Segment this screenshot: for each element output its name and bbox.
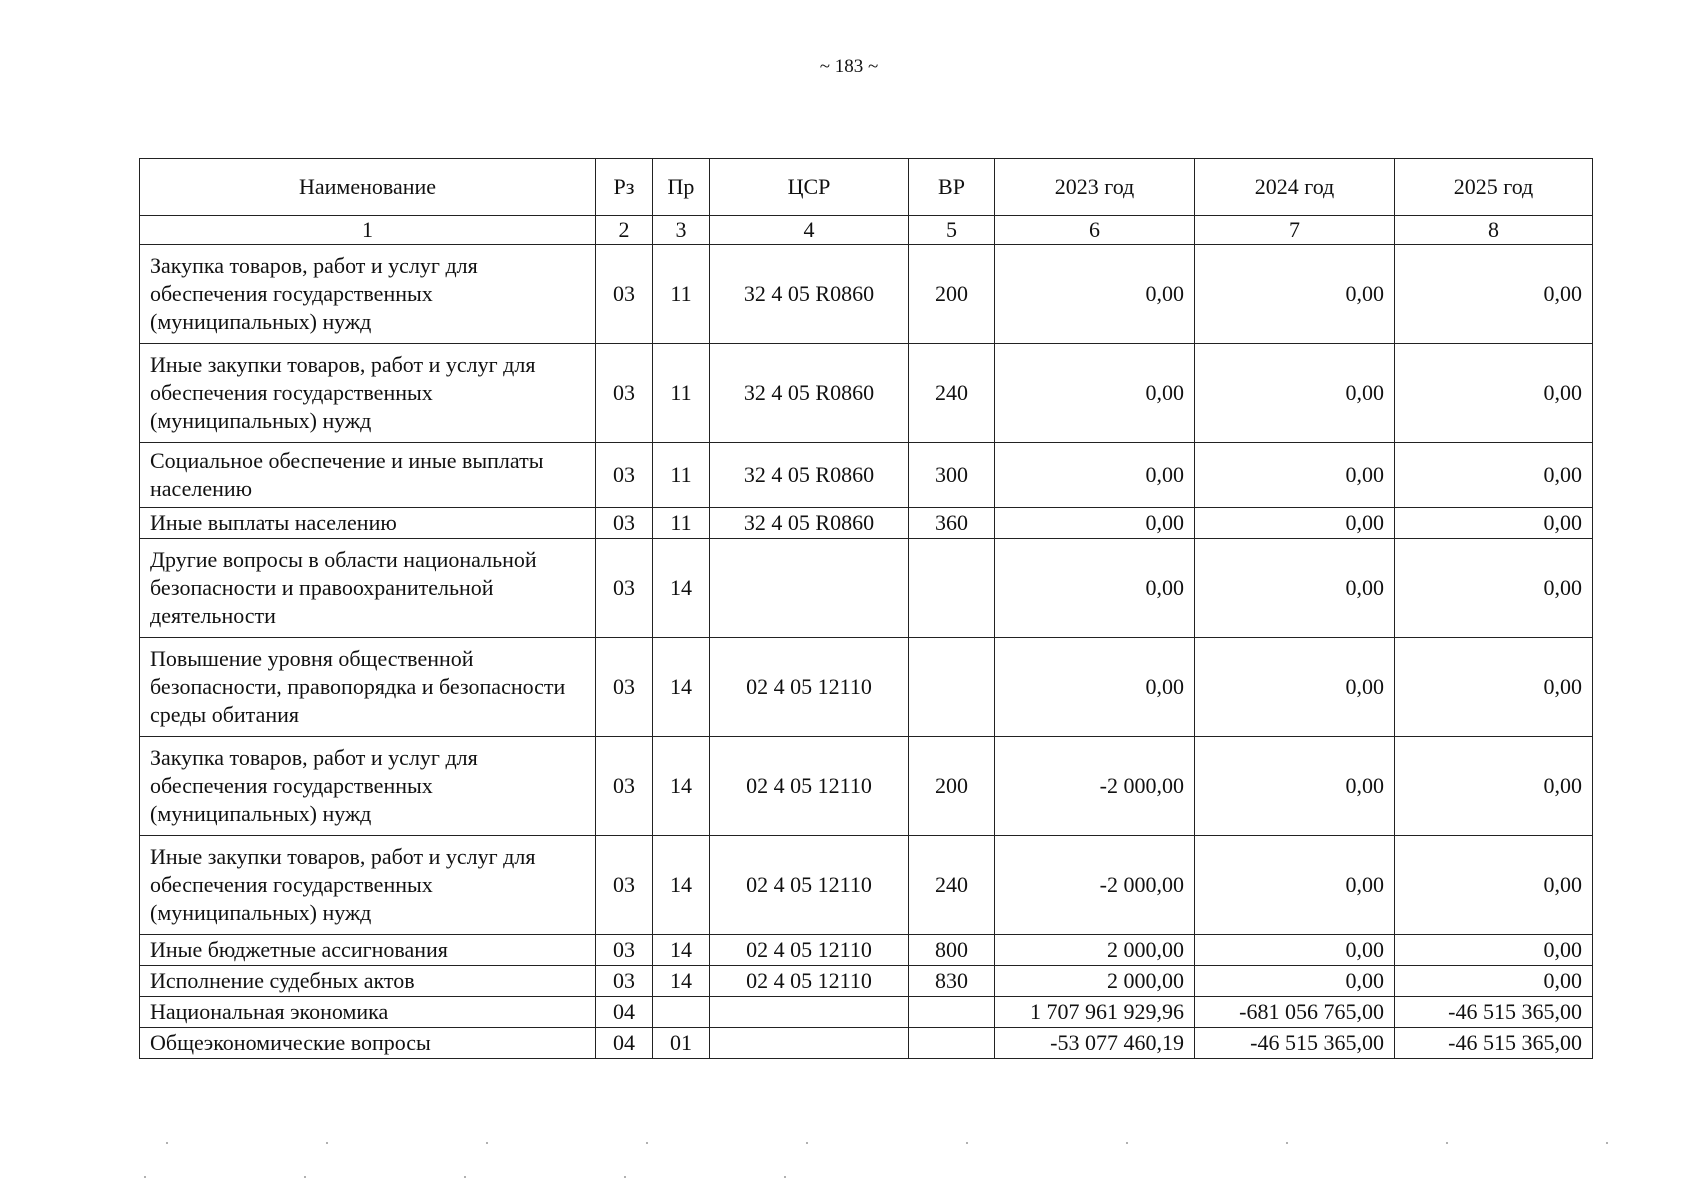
cell-csr: 32 4 05 R0860	[710, 508, 909, 539]
cell-2025: -46 515 365,00	[1395, 1028, 1593, 1059]
cell-2024: 0,00	[1195, 245, 1395, 344]
cell-2023: 0,00	[995, 344, 1195, 443]
cell-2025: 0,00	[1395, 245, 1593, 344]
cell-name: Социальное обеспечение и иные выплаты населению	[140, 443, 596, 508]
cell-2023: 0,00	[995, 245, 1195, 344]
cell-2023: -53 077 460,19	[995, 1028, 1195, 1059]
cell-rz: 04	[596, 1028, 653, 1059]
page-number: ~ 183 ~	[819, 56, 879, 77]
cell-pr: 14	[653, 836, 710, 935]
cell-2023: 2 000,00	[995, 935, 1195, 966]
cell-pr: 14	[653, 935, 710, 966]
cell-rz: 03	[596, 638, 653, 737]
cell-csr: 02 4 05 12110	[710, 935, 909, 966]
cell-2025: 0,00	[1395, 539, 1593, 638]
cell-csr: 32 4 05 R0860	[710, 344, 909, 443]
cell-csr: 32 4 05 R0860	[710, 245, 909, 344]
cell-2024: -46 515 365,00	[1195, 1028, 1395, 1059]
cell-2025: -46 515 365,00	[1395, 997, 1593, 1028]
cell-2025: 0,00	[1395, 966, 1593, 997]
cell-2023: 0,00	[995, 539, 1195, 638]
cell-pr: 11	[653, 245, 710, 344]
cell-2024: 0,00	[1195, 344, 1395, 443]
cell-rz: 03	[596, 836, 653, 935]
cell-name: Исполнение судебных актов	[140, 966, 596, 997]
cell-csr: 02 4 05 12110	[710, 737, 909, 836]
cell-name: Иные выплаты населению	[140, 508, 596, 539]
cell-2023: 2 000,00	[995, 966, 1195, 997]
cell-pr: 14	[653, 737, 710, 836]
column-number: 4	[710, 216, 909, 245]
cell-csr: 02 4 05 12110	[710, 966, 909, 997]
cell-2025: 0,00	[1395, 508, 1593, 539]
cell-rz: 03	[596, 508, 653, 539]
cell-2024: 0,00	[1195, 737, 1395, 836]
header-pr: Пр	[653, 159, 710, 216]
cell-vr: 200	[909, 737, 995, 836]
cell-pr: 11	[653, 344, 710, 443]
cell-rz: 03	[596, 344, 653, 443]
cell-2023: 0,00	[995, 638, 1195, 737]
cell-rz: 04	[596, 997, 653, 1028]
cell-vr: 830	[909, 966, 995, 997]
cell-2024: -681 056 765,00	[1195, 997, 1395, 1028]
header-name: Наименование	[140, 159, 596, 216]
cell-vr: 240	[909, 836, 995, 935]
cell-2025: 0,00	[1395, 935, 1593, 966]
cell-2023: -2 000,00	[995, 737, 1195, 836]
column-number: 1	[140, 216, 596, 245]
header-2023: 2023 год	[995, 159, 1195, 216]
cell-pr: 14	[653, 638, 710, 737]
cell-name: Закупка товаров, работ и услуг для обеспечения государственных (муниципальных) нужд	[140, 245, 596, 344]
cell-2025: 0,00	[1395, 344, 1593, 443]
cell-2024: 0,00	[1195, 508, 1395, 539]
cell-rz: 03	[596, 737, 653, 836]
cell-name: Общеэкономические вопросы	[140, 1028, 596, 1059]
cell-rz: 03	[596, 966, 653, 997]
cell-rz: 03	[596, 539, 653, 638]
cell-name: Повышение уровня общественной безопасности, правопорядка и безопасности среды обитания	[140, 638, 596, 737]
cell-name: Другие вопросы в области национальной безопасности и правоохранительной деятельности	[140, 539, 596, 638]
cell-name: Иные закупки товаров, работ и услуг для обеспечения государственных (муниципальных) нужд	[140, 344, 596, 443]
cell-2024: 0,00	[1195, 836, 1395, 935]
cell-2023: 0,00	[995, 443, 1195, 508]
cell-rz: 03	[596, 443, 653, 508]
cell-2024: 0,00	[1195, 966, 1395, 997]
cell-pr: 01	[653, 1028, 710, 1059]
cell-2024: 0,00	[1195, 539, 1395, 638]
cell-csr: 02 4 05 12110	[710, 638, 909, 737]
cell-pr: 14	[653, 966, 710, 997]
column-number: 2	[596, 216, 653, 245]
header-vr: ВР	[909, 159, 995, 216]
cell-2023: -2 000,00	[995, 836, 1195, 935]
cell-2025: 0,00	[1395, 443, 1593, 508]
cell-vr: 300	[909, 443, 995, 508]
column-number: 8	[1395, 216, 1593, 245]
cell-2024: 0,00	[1195, 638, 1395, 737]
cell-rz: 03	[596, 245, 653, 344]
cell-vr: 240	[909, 344, 995, 443]
cell-2023: 0,00	[995, 508, 1195, 539]
cell-2025: 0,00	[1395, 737, 1593, 836]
cell-pr: 11	[653, 508, 710, 539]
cell-pr: 11	[653, 443, 710, 508]
header-2025: 2025 год	[1395, 159, 1593, 216]
cell-vr: 360	[909, 508, 995, 539]
column-number: 7	[1195, 216, 1395, 245]
cell-name: Иные бюджетные ассигнования	[140, 935, 596, 966]
cell-name: Иные закупки товаров, работ и услуг для обеспечения государственных (муниципальных) нужд	[140, 836, 596, 935]
cell-2023: 1 707 961 929,96	[995, 997, 1195, 1028]
cell-name: Национальная экономика	[140, 997, 596, 1028]
cell-2024: 0,00	[1195, 443, 1395, 508]
header-2024: 2024 год	[1195, 159, 1395, 216]
header-csr: ЦСР	[710, 159, 909, 216]
cell-csr: 02 4 05 12110	[710, 836, 909, 935]
cell-2024: 0,00	[1195, 935, 1395, 966]
cell-vr: 800	[909, 935, 995, 966]
column-number: 3	[653, 216, 710, 245]
cell-csr: 32 4 05 R0860	[710, 443, 909, 508]
cell-pr: 14	[653, 539, 710, 638]
cell-name: Закупка товаров, работ и услуг для обеспечения государственных (муниципальных) нужд	[140, 737, 596, 836]
column-number: 5	[909, 216, 995, 245]
cell-2025: 0,00	[1395, 836, 1593, 935]
cell-vr: 200	[909, 245, 995, 344]
header-rz: Рз	[596, 159, 653, 216]
cell-2025: 0,00	[1395, 638, 1593, 737]
cell-rz: 03	[596, 935, 653, 966]
column-number: 6	[995, 216, 1195, 245]
